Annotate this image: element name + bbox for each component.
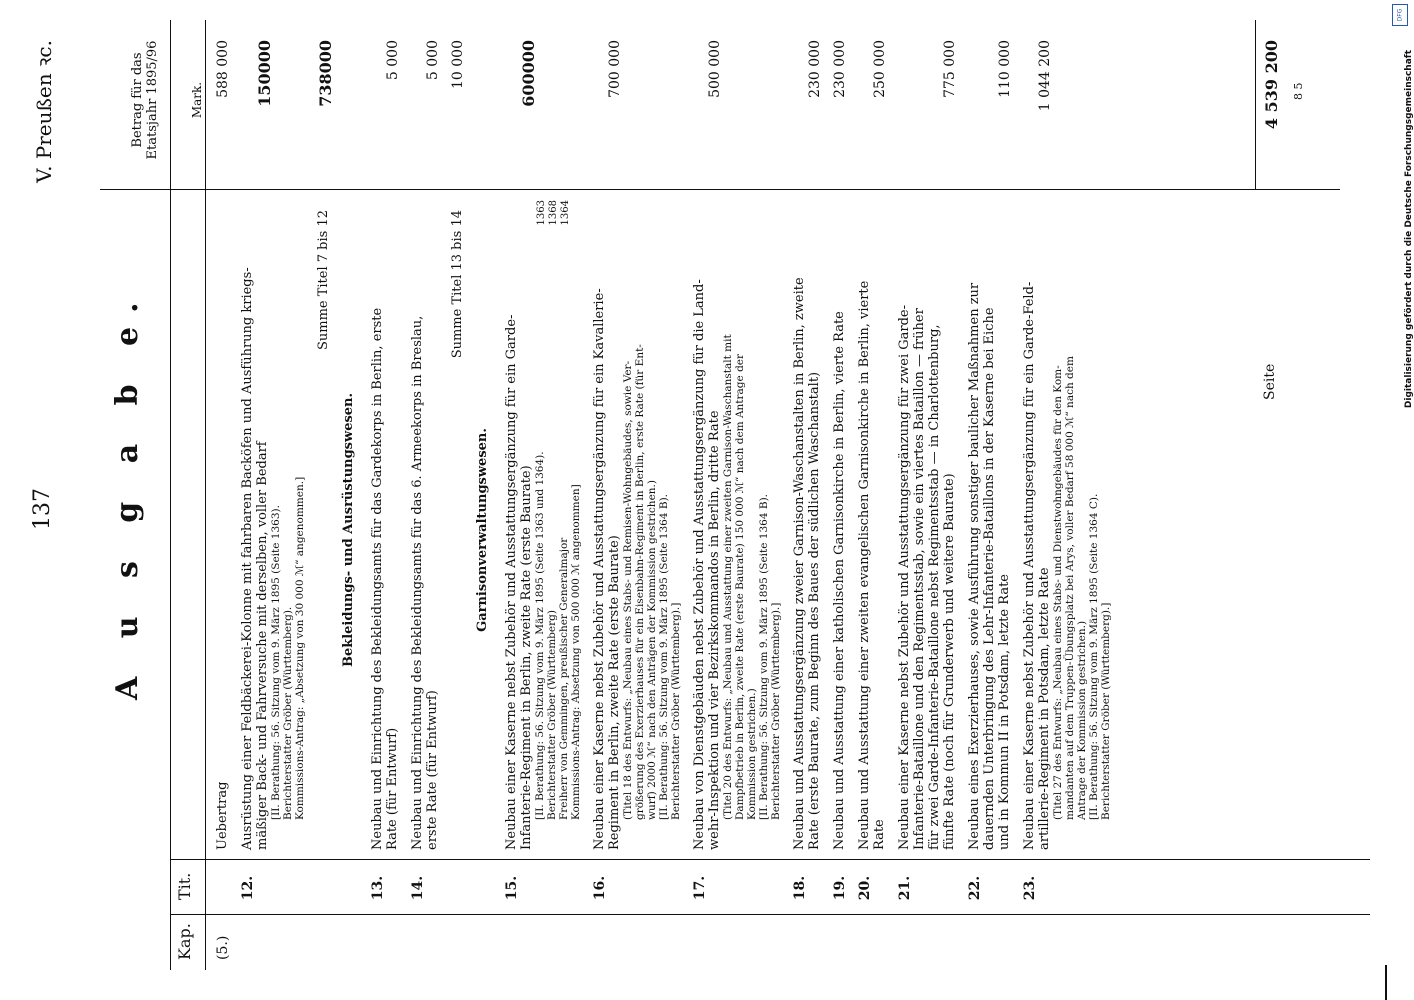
entry-line: erste Rate (für Entwurf) [425, 690, 440, 850]
entry-note: [II. Berathung: 56. Sitzung vom 9. März 1895 (Seite 1364 B). [758, 493, 770, 820]
amount-value: 588 000 [215, 40, 231, 98]
tit-column-header: Tit. [175, 872, 194, 900]
amount-value: 230 000 [832, 40, 848, 98]
digitization-note-strip [1390, 20, 1414, 980]
kap-column-header: Kap. [175, 923, 194, 960]
amount-value: 5 000 [385, 40, 401, 81]
entry-line: Neubau und Ausstattung einer katholischen Garnisonkirche in Berlin, vierte Rate [832, 311, 847, 850]
entry-note: Kommissions-Antrag: „Absetzung von 30 000 ℳ“ angenommen.] [294, 476, 306, 820]
title-number: 14. [410, 875, 426, 901]
entry-line: Regiment in Berlin, zweite Rate (erste Baurate) [607, 535, 622, 850]
entry-line: Garnisonverwaltungswesen. [475, 428, 490, 632]
sum-label [316, 210, 331, 680]
entry-note: (Titel 20 des Entwurfs: „Neubau und Ausstattung einer zweiten Garnison-Waschanstalt mit [722, 334, 734, 820]
amount-divider [100, 189, 1340, 190]
entry-text [410, 200, 440, 850]
kap-value: (5.) [215, 935, 231, 960]
entry-line: und in Kommun II in Potsdam, letzte Rate [997, 574, 1012, 850]
entry-line: Neubau und Einrichtung des Bekleidungsamts für das Gardekorps in Berlin, erste [370, 307, 385, 850]
entry-note: [II. Berathung: 56. Sitzung vom 9. März 1895 (Seite 1363). [270, 505, 282, 820]
table-header-rule [205, 20, 206, 970]
entry-line: Neubau einer Kaserne nebst Zubehör und Ausstattungsergänzung für ein Kavallerie- [592, 288, 607, 850]
entry-line: Neubau einer Kaserne nebst Zubehör und Ausstattungsergänzung für ein Garde- [504, 314, 519, 850]
betrag-column-header: Betrag für das Etatsjahr 1895/96 [130, 40, 160, 160]
amount-value: 230 000 [807, 40, 823, 98]
digitization-note: Digitalisierung gefördert durch die Deutsche Forschungsgemeinschaft [1404, 50, 1414, 409]
title-number: 22. [967, 875, 983, 901]
entry-note: (Titel 18 des Entwurfs: „Neubau eines Stabs- und Remisen-Wohngebäudes, sowie Ver- [622, 360, 634, 820]
title-number: 21. [897, 875, 913, 901]
kap-divider [170, 914, 1370, 915]
entry-line: Rate (erste Baurate, zum Beginn des Baues der südlichen Waschanstalt) [807, 371, 822, 850]
title-number: 12. [240, 875, 256, 901]
entry-line: Rate (für Entwurf) [385, 727, 400, 850]
total-rule [1255, 20, 1256, 190]
entry-line: fünfte Rate (noch für Grunderwerb und weitere Baurate) [942, 473, 957, 850]
entry-line: artillerie-Regiment in Potsdam, letzte Rate [1037, 567, 1052, 850]
entry-note: Berichterstatter Gröber (Württemberg).] [670, 602, 682, 820]
amount-value: 500 000 [707, 40, 723, 98]
entry-text [832, 200, 847, 850]
seite-total: 4 539 200 [1262, 40, 1281, 130]
entry-line: Uebertrag [215, 781, 230, 850]
entry-line: Infanterie-Bataillone und den Regimentsstab, sowie ein viertes Bataillon — früher [912, 308, 927, 850]
entry-note: [II. Berathung: 56. Sitzung vom 9. März 1895 (Seite 1363 und 1364). [534, 451, 546, 820]
entry-note: Freiherr von Gemmingen, preußischer Generalmajor [558, 537, 570, 820]
page-ref: 1363 [536, 200, 547, 226]
title-number: 23. [1022, 875, 1038, 901]
entry-line: für zwei Garde-Infanterie-Bataillone nebst Regimentsstab — in Charlottenburg, [927, 324, 942, 850]
entry-note: (Titel 27 des Entwurfs: „Neubau eines Stabs- und Dienstwohngebäudes für den Kom- [1052, 365, 1064, 820]
amount-value: 250 000 [872, 40, 888, 98]
title-number: 13. [370, 875, 386, 901]
page-ref: 1368 [548, 200, 559, 226]
seite-label: Seite [1262, 363, 1278, 400]
entry-note: Berichterstatter Gröber (Württemberg) [546, 610, 558, 820]
entry-text [857, 200, 887, 850]
entry-line: Infanterie-Regiment in Berlin, zweite Rate (erste Baurate) [519, 465, 534, 850]
entry-note: Berichterstatter Gröber (Württemberg). [282, 606, 294, 820]
amount-value: 700 000 [607, 40, 623, 98]
title-number: 18. [792, 875, 808, 901]
table-top-rule [170, 20, 171, 970]
amount-value: 10 000 [450, 40, 466, 89]
entry-note: Kommissions-Antrag: Absetzung von 500 000 ℳ angenommen] [570, 484, 582, 820]
title-number: 15. [504, 875, 520, 901]
entry-note: Antrage der Kommission gestrichen.) [1076, 620, 1088, 820]
tit-divider [170, 859, 1370, 860]
entry-text [215, 200, 230, 850]
small-number: 8 5 [1292, 82, 1305, 100]
title-number: 20. [857, 875, 873, 901]
entry-line: Neubau und Ausstattungsergänzung zweier Garnison-Waschanstalten in Berlin, zweite [792, 277, 807, 850]
page-ref: 1364 [560, 200, 571, 226]
section-heading [341, 290, 356, 770]
entry-text [504, 200, 582, 850]
page-number: 137 [30, 488, 55, 530]
entry-line: Neubau eines Exerzierhauses, sowie Ausführung sonstiger baulicher Maßnahmen zur [967, 282, 982, 850]
section-title: A u s g a b e. [110, 288, 145, 700]
entry-line: Neubau von Dienstgebäuden nebst Zubehör und Ausstattungsergänzung für die Land- [692, 279, 707, 850]
entry-line: mäßiger Back- und Fahrversuche mit derselben, voller Bedarf [255, 441, 270, 850]
entry-line: dauernden Unterbringung des Lehr-Infanterie-Bataillons in der Kaserne bei Eiche [982, 307, 997, 850]
entry-note: mandanten auf dem Truppen-Übungsplatz bei Arys, voller Bedarf 58 000 ℳ“ nach dem [1064, 356, 1076, 820]
entry-line: Bekleidungs- und Ausrüstungswesen. [341, 392, 356, 668]
amount-value: 5 000 [425, 40, 441, 81]
entry-text [967, 200, 1012, 850]
entry-line: Neubau und Einrichtung des Bekleidungsamts für das 6. Armeekorps in Breslau, [410, 315, 425, 850]
entry-text [240, 200, 306, 850]
entry-note: Berichterstatter Gröber (Württemberg).] [770, 602, 782, 820]
amount-value: 600000 [519, 40, 538, 107]
entry-line: Ausrüstung einer Feldbäckerei-Kolonne mit fahrbaren Backöfen und Ausführung kriegs- [240, 267, 255, 850]
entry-note: größerung des Exerzierhauses für ein Eisenbahn-Regiment in Berlin, erste Rate (für Ent- [634, 344, 646, 820]
section-heading [475, 290, 490, 770]
entry-note: Kommission gestrichen.) [746, 688, 758, 820]
entry-note: [II. Berathung: 56. Sitzung vom 9. März 1895 (Seite 1364 B). [658, 493, 670, 820]
edge-mark [1385, 965, 1387, 1000]
entry-line: wehr-Inspektion und vier Bezirkskommandos in Berlin, dritte Rate [707, 410, 722, 850]
entry-text [370, 200, 400, 850]
sum-label [450, 210, 465, 680]
amount-value: 738000 [316, 40, 335, 107]
amount-value: 150000 [255, 40, 274, 107]
state-header: V. Preußen ꝛc. [32, 40, 56, 183]
entry-note: [II. Berathung: 56. Sitzung vom 9. März 1895 (Seite 1364 C). [1088, 493, 1100, 820]
entry-text [897, 200, 957, 850]
entry-line: Summe Titel 13 bis 14 [450, 210, 465, 359]
entry-line: Rate [872, 819, 887, 850]
entry-text [692, 200, 782, 850]
title-number: 17. [692, 875, 708, 901]
amount-value: 775 000 [942, 40, 958, 98]
amount-value: 1 044 200 [1037, 40, 1053, 112]
entry-line: Neubau einer Kaserne nebst Zubehör und Ausstattungsergänzung für ein Garde-Feld- [1022, 281, 1037, 850]
entry-line: Summe Titel 7 bis 12 [316, 210, 331, 351]
entry-note: Dampfbetrieb in Berlin, zweite Rate (erste Baurate) 150 000 ℳ“ nach dem Antrage der [734, 353, 746, 820]
dfg-logo: DFG [1392, 4, 1408, 26]
title-number: 16. [592, 875, 608, 901]
title-number: 19. [832, 875, 848, 901]
entry-line: Neubau und Ausstattung einer zweiten evangelischen Garnisonkirche in Berlin, vierte [857, 280, 872, 850]
entry-text [592, 200, 682, 850]
entry-text [1022, 200, 1112, 850]
entry-line: Neubau einer Kaserne nebst Zubehör und Ausstattungsergänzung für zwei Garde- [897, 304, 912, 850]
amount-value: 110 000 [997, 40, 1013, 98]
entry-note: Berichterstatter Gröber (Württemberg).] [1100, 602, 1112, 820]
entry-note: wurf) 2000 ℳ“ nach den Anträgen der Kommission gestrichen.) [646, 480, 658, 820]
entry-text [792, 200, 822, 850]
unit-label: Mark. [190, 81, 204, 119]
